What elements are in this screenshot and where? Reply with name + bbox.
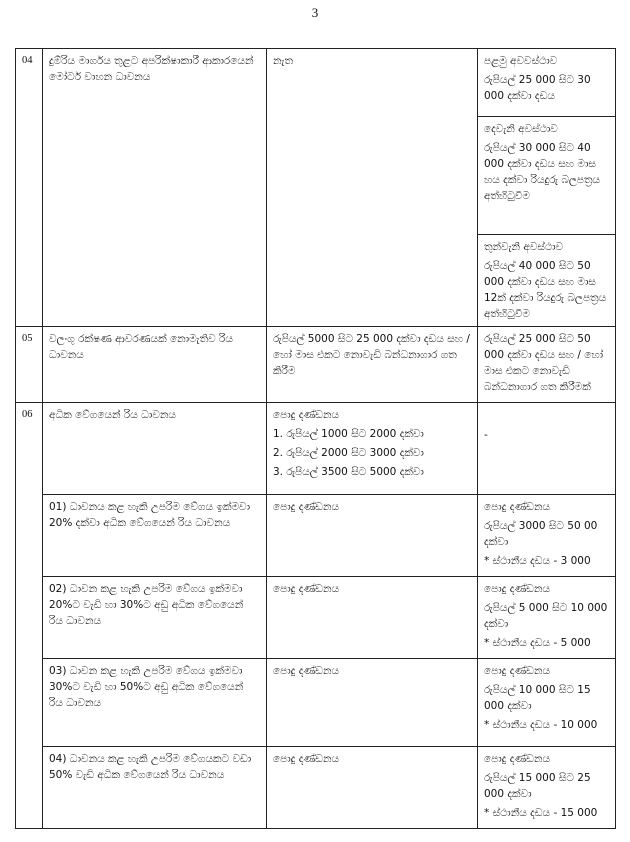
offence-cell: අධික වේගයෙන් රිය ධාවනය	[43, 403, 267, 495]
first-penalty-cell: පොදු දණ්ඩනය	[267, 747, 478, 829]
stage-title: දෙවැනි අවස්ථාව	[484, 123, 558, 135]
penalty-range: රුපියල් 3000 සිට 50 00 දක්වා	[484, 520, 598, 548]
penalty-range: රුපියල් 5 000 සිට 10 000 දක්වා	[484, 602, 608, 630]
table-row	[16, 403, 616, 495]
penalty-item: 1. රුපියල් 1000 සිට 2000 දක්වා	[273, 428, 424, 440]
offence-cell: දුම්රිය මාර්ගය තුළට අපරික්ෂාකාරී ආකාරයෙන් මෝටර් වාහන ධාවනය	[43, 49, 267, 327]
stage-cell	[478, 235, 616, 327]
penalty-range: රුපියල් 10 000 සිට 15 000 දක්වා	[484, 684, 591, 712]
table-row	[16, 659, 616, 747]
penalty-title: පොදු දණ්ඩනය	[484, 501, 551, 513]
penalty-item: 2. රුපියල් 2000 සිට 3000 දක්වා	[273, 447, 424, 459]
penalty-table	[15, 48, 616, 829]
first-penalty-cell	[267, 403, 478, 495]
first-penalty-cell: පොදු දණ්ඩනය	[267, 495, 478, 577]
penalty-title: පොදු දණ්ඩනය	[484, 665, 551, 677]
second-penalty-cell	[478, 495, 616, 577]
row-number: 05	[16, 327, 43, 403]
spot-fine: * ස්ථානීය දඩය - 15 000	[484, 807, 598, 819]
first-penalty-cell: රුපියල් 5000 සිට 25 000 දක්වා දඩය සහ / හෝ මාස එකට නොවැඩි බන්ධනාගාර ගත කිරීම	[267, 327, 478, 403]
stage-title: තුන්වැනි අවස්ථාව	[484, 241, 564, 253]
spot-fine: * ස්ථානීය දඩය - 3 000	[484, 555, 591, 567]
second-penalty-cell: රුපියල් 25 000 සිට 50 000 දක්වා දඩය සහ / හෝ මාස එකට නොවැඩි බන්ධනාගාර ගත කිරීමක්	[478, 327, 616, 403]
first-penalty-cell: පොදු දණ්ඩනය	[267, 577, 478, 659]
table-row	[16, 49, 616, 117]
spot-fine: * ස්ථානීය දඩය - 10 000	[484, 719, 598, 731]
stage-text: රුපියල් 30 000 සිට 40 000 දක්වා දඩය සහ මාස හය දක්වා රියදුරු බලපත්‍රය අත්හිටුවීම	[484, 142, 601, 202]
stage-cell	[478, 49, 616, 117]
offence-cell: 03) ධාවන කළ හැකි උපරිම වේගය ඉක්මවා 30%ට වැඩි හා 50%ට අඩු අධික වේගයෙන් රිය ධාවනය	[43, 659, 267, 747]
table-row	[16, 327, 616, 403]
offence-cell: 01) ධාවනය කළ හැකි උපරිම වේගය ඉක්මවා 20% දක්වා අධික වේගයෙන් රිය ධාවනය	[43, 495, 267, 577]
second-penalty-cell	[478, 747, 616, 829]
empty-value: -	[484, 429, 488, 441]
first-penalty-cell: පොදු දණ්ඩනය	[267, 659, 478, 747]
second-penalty-cell	[478, 659, 616, 747]
penalty-range: රුපියල් 15 000 සිට 25 000 දක්වා	[484, 772, 591, 800]
penalty-item: 3. රුපියල් 3500 සිට 5000 දක්වා	[273, 466, 424, 478]
spot-fine: * ස්ථානීය දඩය - 5 000	[484, 637, 591, 649]
offence-cell: 02) ධාවන කළ හැකි උපරිම වේගය ඉක්මවා 20%ට වැඩි හා 30%ට අඩු අධික වේගයෙන් රිය ධාවනය	[43, 577, 267, 659]
row-number: 06	[16, 403, 43, 829]
offence-cell: වලංගු රක්ෂණ ආවරණයක් නොමැතිව රිය ධාවනය	[43, 327, 267, 403]
stage-cell	[478, 117, 616, 235]
penalty-title: පොදු දණ්ඩනය	[273, 409, 340, 421]
page-number: 3	[311, 5, 319, 20]
penalty-title: පොදු දණ්ඩනය	[484, 753, 551, 765]
stage-text: රුපියල් 40 000 සිට 50 000 දක්වා දඩය සහ මාස 12ක් දක්වා රියදුරු බලපත්‍රය අත්හිටුවීම	[484, 260, 607, 320]
table-row	[16, 747, 616, 829]
stage-title: පළමු අවවස්ථාව	[484, 55, 558, 67]
offence-cell: 04) ධාවනය කළ හැකි උපරිම වේගයකට වඩා 50% වැඩි අධික වේගයෙන් රිය ධාවනය	[43, 747, 267, 829]
row-number: 04	[16, 49, 43, 327]
second-penalty-cell	[478, 403, 616, 495]
table-row	[16, 495, 616, 577]
stage-text: රුපියල් 25 000 සිට 30 000 දක්වා දඩය	[484, 74, 591, 102]
second-penalty-cell	[478, 577, 616, 659]
penalty-title: පොදු දණ්ඩනය	[484, 583, 551, 595]
table-row	[16, 577, 616, 659]
first-penalty-cell: නැත	[267, 49, 478, 327]
